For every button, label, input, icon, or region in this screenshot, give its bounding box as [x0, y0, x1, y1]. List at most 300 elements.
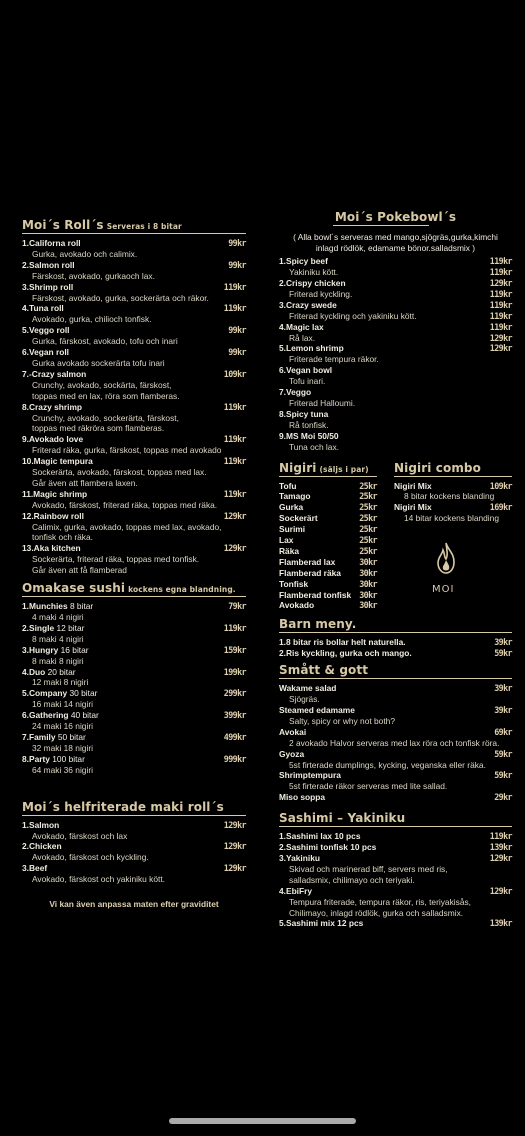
item-price: 39kr — [494, 637, 512, 648]
item-name — [22, 732, 246, 743]
item-price: 129kr — [489, 278, 512, 288]
omakase-list — [22, 601, 246, 776]
item-price: 119kr — [489, 267, 512, 278]
item-desc: Färskost, avokado, gurkaoch lax. — [32, 270, 155, 281]
item-name — [22, 369, 246, 380]
item-desc: Avokado, gurka, chilioch tonfisk. — [32, 314, 152, 325]
item-desc-row — [22, 478, 246, 489]
item-price: 109kr — [489, 480, 512, 491]
item-desc-row — [22, 336, 246, 347]
menu-item — [22, 754, 246, 776]
item-desc: Går även att flambera laxen. — [32, 477, 138, 488]
item-desc: Chilimayo, inlagd rödlök, gurka och salladsmix. — [289, 907, 464, 918]
menu-item — [22, 601, 246, 623]
menu-item — [22, 710, 246, 732]
item-desc-row — [394, 491, 512, 502]
item-name — [279, 637, 512, 648]
item-name-text: 1.Spicy beef — [279, 256, 328, 267]
menu-item — [279, 322, 512, 344]
item-name-text: Räka — [279, 545, 300, 556]
item-desc-row — [279, 442, 512, 453]
menu-item — [22, 863, 246, 885]
item-name-text: 4.EbiFry — [279, 885, 313, 896]
item-name-text: 11.Magic shrimp — [22, 488, 88, 499]
item-desc: Går även att få flamberad — [32, 565, 127, 576]
item-price: 119kr — [223, 456, 246, 467]
item-name — [279, 365, 512, 376]
item-desc-row — [279, 760, 512, 771]
menu-item — [279, 831, 512, 842]
item-desc: tonfisk och räka. — [32, 532, 93, 543]
item-desc-row — [279, 289, 512, 300]
item-name-text: Tonfisk — [279, 578, 309, 589]
item-name-text: Gurka — [279, 502, 304, 513]
item-desc-row — [279, 897, 512, 908]
item-price: 30kr — [359, 567, 377, 578]
item-name-text: 2.Crispy chicken — [279, 278, 346, 288]
item-price: 119kr — [489, 299, 512, 310]
item-price: 25kr — [359, 513, 377, 524]
item-name — [279, 853, 512, 864]
item-price: 139kr — [489, 918, 512, 929]
item-desc: Avokado, färskost och lax — [32, 830, 128, 841]
item-price: 25kr — [359, 545, 377, 556]
item-name — [22, 863, 246, 874]
menu-item — [279, 600, 377, 611]
nigiri-row — [279, 461, 512, 612]
item-desc: Calimix, gurka, avokado, toppas med lax, avokado, — [32, 521, 222, 532]
item-desc-row — [279, 311, 512, 322]
item-desc: toppas med en lax, röra som flamberas. — [32, 390, 180, 401]
omakase-title: Omakase sushi kockens egna blandning. — [22, 581, 236, 596]
item-name — [279, 831, 512, 842]
menu-item — [22, 543, 246, 576]
item-price: 59kr — [494, 770, 512, 781]
item-name-text: 13.Aka kitchen — [22, 543, 81, 554]
item-price: 25kr — [359, 480, 377, 491]
item-desc-row — [279, 875, 512, 886]
item-desc-row — [279, 694, 512, 705]
item-note: 12 bitar — [56, 622, 85, 633]
menu-item — [22, 325, 246, 347]
menu-item — [22, 732, 246, 754]
item-desc: 5st firterade dumplings, kycking, veganska eller räka. — [289, 759, 486, 770]
item-price: 29kr — [494, 792, 512, 803]
menu-item — [279, 387, 512, 409]
item-price: 129kr — [489, 885, 512, 896]
item-name — [279, 792, 512, 803]
item-name-text: 5.Lemon shrimp — [279, 343, 344, 354]
menu-item — [22, 511, 246, 544]
omakase-rule — [22, 596, 246, 597]
item-name — [279, 727, 512, 738]
item-note: 30 bitar — [69, 688, 98, 699]
item-desc-row — [22, 532, 246, 543]
item-desc-row — [22, 249, 246, 260]
menu-item — [22, 667, 246, 689]
item-name-text: 6.Gathering — [22, 710, 69, 721]
item-name-text: Tofu — [279, 480, 297, 491]
item-name — [279, 770, 512, 781]
menu-item — [22, 282, 246, 304]
item-name-text: 4.Duo — [22, 666, 46, 677]
item-desc: Crunchy, avokado, sockerärta, färskost, — [32, 412, 179, 423]
menu-item — [279, 409, 512, 431]
item-desc: Gurka avokado sockerärta tofu inari — [32, 357, 165, 368]
item-name-text: Nigiri Mix — [394, 502, 432, 513]
item-desc-row — [22, 699, 246, 710]
item-name-text: 2.Single — [22, 622, 55, 633]
menu-item — [22, 688, 246, 710]
menu-item — [279, 568, 377, 579]
menu-item — [22, 434, 246, 456]
item-name-text: 9.MS Moi 50/50 — [279, 430, 339, 441]
item-desc-row — [279, 420, 512, 431]
menu-item — [279, 256, 512, 278]
pokebowl-list — [279, 256, 512, 452]
item-desc-row — [22, 721, 246, 732]
menu-item — [279, 637, 512, 648]
item-name — [22, 402, 246, 413]
item-name — [22, 282, 246, 293]
item-desc: 8 bitar kockens blanding — [404, 491, 495, 502]
item-desc: Avokado, färskost och kyckling. — [32, 852, 149, 863]
item-price: 299kr — [223, 688, 246, 699]
item-price: 199kr — [223, 666, 246, 677]
omakase-subtitle: kockens egna blandning. — [128, 585, 236, 595]
item-name-text: 4.Magic lax — [279, 321, 324, 332]
item-name-text: 12.Rainbow roll — [22, 510, 84, 521]
menu-item — [279, 579, 377, 590]
item-name — [22, 489, 246, 500]
menu-item — [279, 513, 377, 524]
menu-item — [22, 489, 246, 511]
menu-item — [279, 770, 512, 792]
item-price: 129kr — [489, 343, 512, 354]
item-desc-row — [22, 522, 246, 533]
item-name-text: Tamago — [279, 491, 311, 502]
item-desc: 14 bitar kockens blanding — [404, 513, 499, 524]
item-desc-row — [22, 656, 246, 667]
item-desc: Rå lax. — [289, 332, 316, 343]
smatt-list — [279, 683, 512, 803]
item-price: 169kr — [489, 502, 512, 513]
item-desc: Gurka, avokado och calimix. — [32, 248, 138, 259]
item-name — [279, 683, 512, 694]
item-name-text: 2.Sashimi tonfisk 10 pcs — [279, 842, 377, 853]
item-name-text: 5.Veggo roll — [22, 325, 70, 336]
item-desc-row — [22, 634, 246, 645]
item-desc: Tempura friterade, tempura räkor, ris, teriyakisås, — [289, 896, 471, 907]
menu-item — [394, 502, 512, 524]
item-name-text: Flamberad räka — [279, 567, 341, 578]
home-indicator[interactable] — [169, 1118, 356, 1124]
item-name — [22, 601, 246, 612]
smatt-title: Smått & gott — [279, 663, 369, 678]
item-name — [22, 710, 246, 721]
menu-item — [279, 502, 377, 513]
item-name — [279, 886, 512, 897]
item-desc: salladsmix, chilimayo och teriyaki. — [289, 874, 415, 885]
barn-rule — [279, 632, 512, 633]
item-name-text: Wakame salad — [279, 683, 337, 694]
item-desc: Crunchy, avokado, sockärta, färskost, — [32, 379, 172, 390]
item-desc-row — [22, 423, 246, 434]
item-desc-row — [22, 413, 246, 424]
item-desc-row — [22, 293, 246, 304]
item-desc-row — [22, 743, 246, 754]
smatt-rule — [279, 678, 512, 679]
item-name — [22, 754, 246, 765]
item-name-text: 6.Vegan bowl — [279, 365, 333, 376]
item-name-text: Shrimptempura — [279, 770, 341, 781]
menu-item — [279, 300, 512, 322]
pregnancy-note: Vi kan även anpassa maten efter graviditet — [49, 899, 219, 910]
item-desc-row — [22, 500, 246, 511]
item-price: 119kr — [489, 256, 512, 267]
item-desc: Skivad och marinerad biff, servers med ris, — [289, 863, 448, 874]
flame-icon — [434, 542, 458, 582]
rolls-subtitle: Serveras i 8 bitar — [106, 222, 182, 231]
barn-list — [279, 637, 512, 659]
item-price: 129kr — [223, 510, 246, 521]
item-desc: 4 maki 4 nigiri — [32, 612, 84, 622]
item-note: 100 bitar — [52, 753, 85, 764]
menu-item — [279, 365, 512, 387]
item-desc-row — [279, 864, 512, 875]
item-desc: Avokado, färskost, friterad räka, toppas med räka. — [32, 499, 218, 510]
rolls-title: Moi´s Roll´s Serveras i 8 bitar — [22, 218, 182, 232]
item-price: 99kr — [228, 347, 246, 358]
moi-logo — [394, 542, 512, 602]
menu-item — [279, 842, 512, 853]
item-desc-row — [22, 358, 246, 369]
nigiri-section — [279, 461, 377, 612]
menu-item — [279, 792, 512, 803]
menu-item — [279, 524, 377, 535]
item-desc: 2 avokado Halvor serveras med lax röra och tonfisk röra. — [289, 737, 500, 748]
item-desc: Sjögräs. — [289, 694, 320, 705]
sashimi-list — [279, 831, 512, 929]
item-price: 129kr — [223, 819, 246, 830]
item-name-text: 3.Yakiniku — [279, 852, 320, 863]
item-price: 119kr — [223, 303, 246, 314]
nigiri-rule — [279, 476, 377, 477]
item-name — [279, 409, 512, 420]
item-price: 99kr — [228, 238, 246, 248]
item-desc: Friterade tempura räkor. — [289, 354, 379, 365]
menu-item — [22, 841, 246, 863]
combo-section — [394, 461, 512, 612]
menu-item — [279, 648, 512, 659]
item-name — [279, 705, 512, 716]
item-name-text: Avokai — [279, 726, 307, 737]
menu-item — [279, 278, 512, 300]
item-desc: 64 maki 36 nigiri — [32, 764, 93, 775]
nigiri-list — [279, 481, 377, 612]
item-name — [279, 278, 512, 289]
item-name — [22, 511, 246, 522]
helfriterade-list — [22, 820, 246, 885]
item-name-text: Lax — [279, 535, 294, 546]
item-price: 30kr — [359, 589, 377, 600]
menu-item — [22, 369, 246, 402]
item-desc-row — [22, 467, 246, 478]
item-name-text: 1.Salmon — [22, 819, 60, 830]
item-name — [22, 667, 246, 678]
item-desc-row — [22, 612, 246, 623]
item-name-text: 5.Company — [22, 688, 68, 699]
item-price: 119kr — [489, 310, 512, 321]
item-desc: toppas med räkröra som flamberas. — [32, 423, 165, 434]
menu-item — [279, 705, 512, 727]
item-name — [279, 322, 512, 333]
item-price: 129kr — [223, 543, 246, 554]
item-desc: Avokado, färskost och yakiniku kött. — [32, 874, 165, 885]
menu-item — [279, 683, 512, 705]
menu-item — [394, 481, 512, 503]
item-desc: Friterad räka, gurka, färskost, toppas med avokado — [32, 445, 222, 456]
menu-item — [279, 431, 512, 453]
item-name — [279, 749, 512, 760]
item-name — [22, 325, 246, 336]
item-price: 159kr — [223, 644, 246, 655]
item-note: 40 bitar — [70, 710, 99, 721]
menu-item — [279, 343, 512, 365]
item-desc-row — [279, 354, 512, 365]
item-name — [22, 820, 246, 831]
menu-item — [22, 456, 246, 489]
item-price: 119kr — [223, 488, 246, 499]
barn-title: Barn meny. — [279, 617, 357, 632]
right-column — [279, 210, 512, 929]
item-price: 119kr — [223, 401, 246, 412]
item-name-text: 4.Tuna roll — [22, 303, 64, 314]
item-price: 999kr — [223, 753, 246, 764]
menu-item — [22, 645, 246, 667]
item-desc-row — [22, 380, 246, 391]
menu-item — [22, 303, 246, 325]
item-name — [22, 347, 246, 358]
item-price: 129kr — [489, 852, 512, 863]
item-name — [22, 434, 246, 445]
item-desc-row — [22, 677, 246, 688]
item-price: 25kr — [359, 502, 377, 513]
item-desc: 8 maki 8 nigiri — [32, 655, 84, 666]
item-desc: Gurka, färskost, avokado, tofu och inari — [32, 336, 178, 347]
item-name — [279, 918, 512, 929]
item-name-text: 2.Salmon roll — [22, 259, 75, 270]
item-name — [279, 256, 512, 267]
item-desc: 5st firterade räkor serveras med lite sallad. — [289, 781, 448, 792]
item-price: 69kr — [494, 726, 512, 737]
menu-item — [279, 590, 377, 601]
nigiri-subtitle: (säljs i par) — [319, 464, 369, 474]
item-name — [22, 543, 246, 554]
item-desc-row — [22, 831, 246, 842]
item-price: 39kr — [494, 705, 512, 715]
menu-item — [279, 886, 512, 919]
item-price: 59kr — [494, 748, 512, 759]
item-price: 30kr — [359, 600, 377, 611]
item-price: 119kr — [223, 281, 246, 292]
menu-item — [22, 820, 246, 842]
item-desc-row — [22, 765, 246, 776]
item-name-text: Flamberad lax — [279, 556, 336, 567]
item-price: 119kr — [489, 321, 512, 332]
menu-item — [22, 347, 246, 369]
item-name-text: Gyoza — [279, 748, 305, 759]
item-name — [22, 456, 246, 467]
item-name — [22, 260, 246, 271]
item-name — [279, 431, 512, 442]
item-name-text: Nigiri Mix — [394, 480, 432, 491]
item-desc-row — [279, 267, 512, 278]
helfriterade-rule — [22, 815, 246, 816]
item-desc: 8 maki 4 nigiri — [32, 633, 84, 644]
item-desc: Friterad Halloumi. — [289, 397, 356, 408]
item-price: 30kr — [359, 578, 377, 589]
menu-item — [22, 402, 246, 435]
item-desc: Friterad kyckling. — [289, 288, 353, 299]
item-desc-row — [279, 738, 512, 749]
helfriterade-title: Moi´s helfriterade maki roll´s — [22, 799, 224, 814]
menu-item — [279, 918, 512, 929]
item-desc: 16 maki 14 nigiri — [32, 699, 93, 710]
menu-item — [22, 623, 246, 645]
menu-item — [279, 535, 377, 546]
item-name — [279, 842, 512, 853]
item-desc-row — [394, 513, 512, 524]
item-price: 59kr — [494, 648, 512, 659]
item-price: 399kr — [223, 710, 246, 721]
item-name — [22, 303, 246, 314]
item-name-text: 6.Vegan roll — [22, 347, 70, 358]
rolls-list — [22, 238, 246, 576]
item-price: 129kr — [489, 332, 512, 343]
item-desc-row — [22, 565, 246, 576]
item-desc-row — [279, 716, 512, 727]
item-price: 119kr — [489, 831, 512, 842]
combo-rule — [394, 476, 512, 477]
item-price: 499kr — [223, 731, 246, 742]
item-name-text: 3.Beef — [22, 863, 48, 874]
sashimi-rule — [279, 826, 512, 827]
item-name-text: 1.8 bitar ris bollar helt naturella. — [279, 637, 406, 648]
item-price: 119kr — [223, 434, 246, 445]
item-price: 25kr — [359, 491, 377, 502]
item-price: 39kr — [494, 683, 512, 694]
pokebowl-intro: ( Alla bowl´s serveras med mango,sjögräs,gurka,kimchi inlagd rödlök, edamame bönor.salladsmix ) — [293, 232, 498, 253]
item-desc-row — [279, 398, 512, 409]
menu-item — [22, 260, 246, 282]
item-price: 79kr — [228, 601, 246, 612]
item-price: 30kr — [359, 556, 377, 567]
sashimi-title: Sashimi – Yakiniku — [279, 811, 406, 826]
item-name-text: 3.Hungry — [22, 644, 59, 655]
menu-item — [279, 491, 377, 502]
item-name-text: Miso soppa — [279, 792, 326, 803]
menu-item — [279, 557, 377, 568]
item-price: 129kr — [223, 841, 246, 852]
item-name-text: Flamberad tonfisk — [279, 589, 352, 600]
item-note: 20 bitar — [47, 666, 76, 677]
item-desc-row — [22, 445, 246, 456]
item-name — [279, 387, 512, 398]
item-desc-row — [279, 781, 512, 792]
item-name-text: 7.Family — [22, 731, 56, 742]
pokebowl-rule — [333, 225, 429, 226]
